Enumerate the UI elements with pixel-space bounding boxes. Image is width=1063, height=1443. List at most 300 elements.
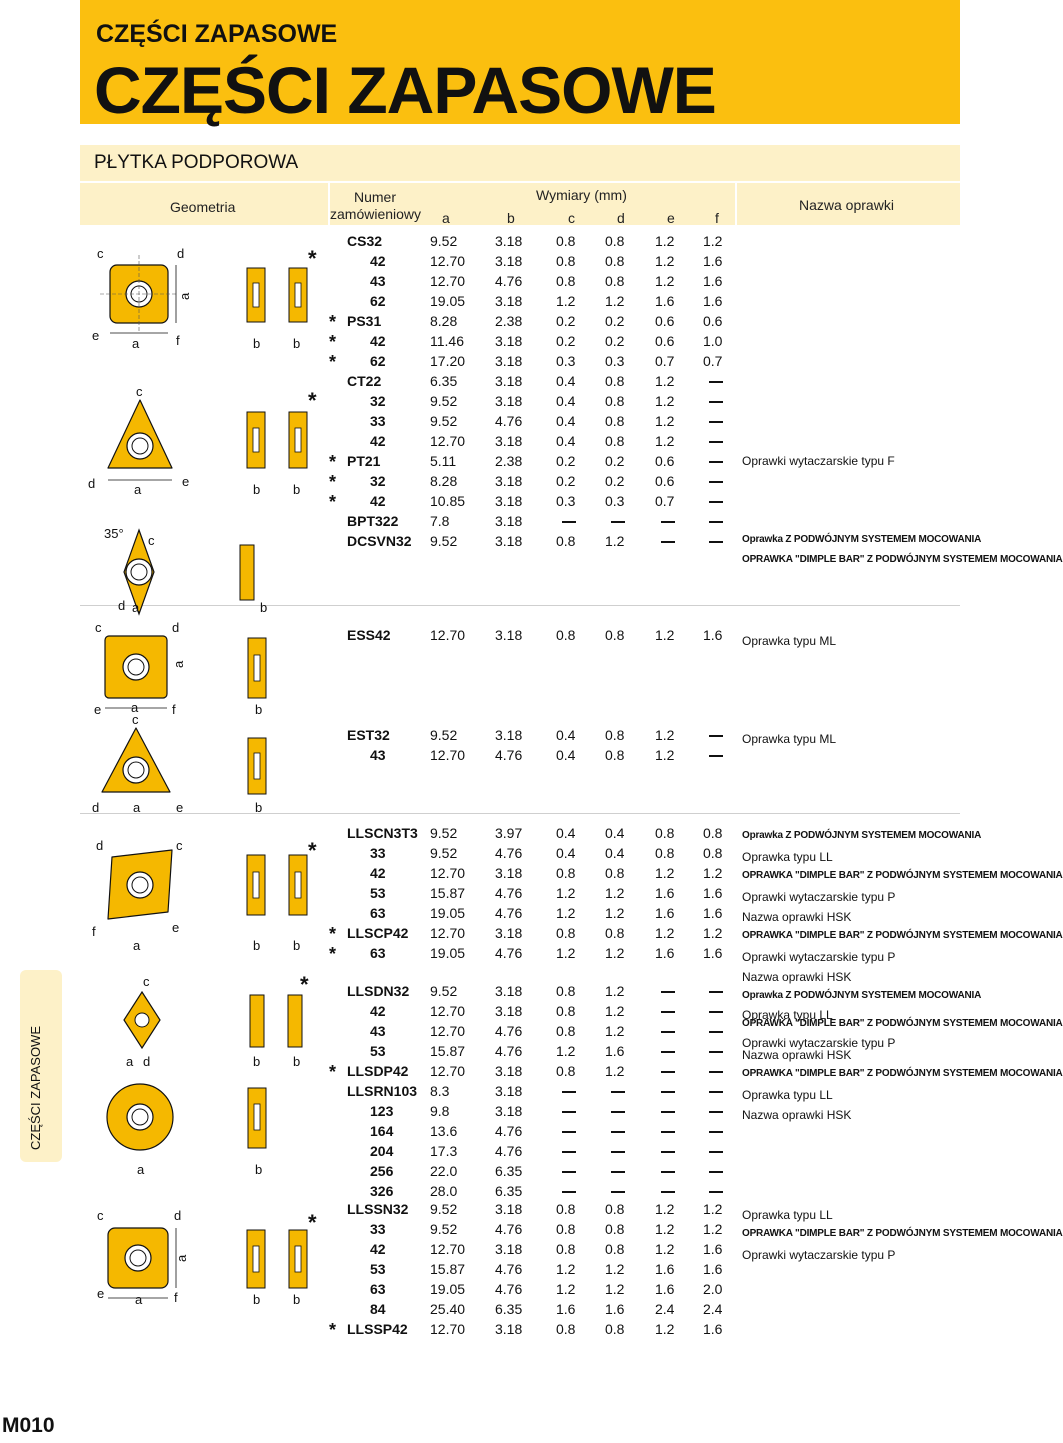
dim-d: 0.8: [605, 1241, 625, 1257]
dim-d: 0.2: [605, 313, 625, 329]
new-item-mark: *: [329, 332, 337, 352]
dimension-label: a: [171, 660, 186, 668]
new-item-mark: *: [308, 246, 317, 271]
dim-a: 9.52: [430, 983, 458, 999]
dim-d: 0.8: [605, 433, 625, 449]
holder-name: Oprawka typu ML: [742, 732, 837, 746]
order-code: 43: [370, 1023, 386, 1039]
holder-name: OPRAWKA "DIMPLE BAR" Z PODWÓJNYM SYSTEMEM MOCOWANIA: [742, 930, 1063, 941]
dim-f: 1.6: [703, 1321, 723, 1337]
holder-header-label: Nazwa oprawki: [799, 197, 894, 213]
dimension-label: d: [172, 620, 180, 635]
dim-col-c: c: [568, 210, 575, 226]
holder-name: Oprawka Z PODWÓJNYM SYSTEMEM MOCOWANIA: [742, 830, 982, 841]
order-code: 63: [370, 945, 386, 961]
order-code: 326: [370, 1183, 394, 1199]
dim-c: 0.8: [556, 865, 576, 881]
dim-f: 1.6: [703, 293, 723, 309]
dim-a: 22.0: [430, 1163, 458, 1179]
dim-f: 0.7: [703, 353, 723, 369]
dim-e: 1.2: [655, 925, 675, 941]
dim-a: 12.70: [430, 1241, 466, 1257]
dim-b: 3.18: [495, 233, 523, 249]
dimension-label: d: [88, 476, 96, 491]
order-code: 33: [370, 413, 386, 429]
dim-e: 1.2: [655, 413, 675, 429]
dim-b: 3.18: [495, 983, 523, 999]
dim-a: 12.70: [430, 627, 466, 643]
new-item-mark: *: [308, 388, 317, 413]
holder-name: Oprawka Z PODWÓJNYM SYSTEMEM MOCOWANIA: [742, 534, 982, 545]
dim-f: 1.6: [703, 945, 723, 961]
dim-b: 3.18: [495, 513, 523, 529]
new-item-mark: *: [329, 492, 337, 512]
dim-b: 3.18: [495, 627, 523, 643]
dim-b: 3.18: [495, 473, 523, 489]
dim-b: 2.38: [495, 453, 523, 469]
dim-a: 9.52: [430, 825, 458, 841]
dim-b: 4.76: [495, 945, 523, 961]
dim-c: 1.2: [556, 1261, 576, 1277]
dim-b: 3.18: [495, 1103, 523, 1119]
dim-d: 0.4: [605, 845, 625, 861]
side-view-icon: [248, 738, 266, 794]
dim-b: 4.76: [495, 1221, 523, 1237]
dim-d: 0.2: [605, 453, 625, 469]
order-code: 53: [370, 885, 386, 901]
dim-f: 1.6: [703, 885, 723, 901]
side-view-icon: [248, 638, 266, 698]
dim-a: 15.87: [430, 1043, 466, 1059]
order-code: 32: [370, 393, 386, 409]
dim-d: 0.8: [605, 1221, 625, 1237]
dim-a: 12.70: [430, 273, 466, 289]
dim-b: 3.18: [495, 925, 523, 941]
dim-a: 12.70: [430, 747, 466, 763]
dimension-label: c: [176, 838, 183, 853]
dim-b: 4.76: [495, 1281, 523, 1297]
order-code: 43: [370, 747, 386, 763]
dim-c: 0.2: [556, 333, 576, 349]
holder-name: Oprawka Z PODWÓJNYM SYSTEMEM MOCOWANIA: [742, 990, 982, 1001]
dimension-label: e: [92, 328, 100, 343]
side-view-icon: [247, 1230, 307, 1288]
dim-c: 0.8: [556, 983, 576, 999]
dimension-label: e: [97, 1286, 105, 1301]
dimension-label: b: [293, 938, 301, 953]
triangle-insert-icon: [102, 728, 170, 792]
dim-e: 1.2: [655, 273, 675, 289]
dimension-label: f: [92, 924, 96, 939]
dimension-label: c: [148, 533, 155, 548]
dimension-label: b: [253, 1054, 261, 1069]
dim-c: 0.4: [556, 413, 576, 429]
dimension-label: d: [174, 1208, 182, 1223]
dim-b: 3.97: [495, 825, 523, 841]
dim-f: 1.0: [703, 333, 723, 349]
dim-d: 1.2: [605, 945, 625, 961]
dim-e: 1.2: [655, 1321, 675, 1337]
dim-f: 1.6: [703, 273, 723, 289]
dimension-label: c: [97, 246, 104, 261]
dim-b: 4.76: [495, 845, 523, 861]
new-item-mark: *: [329, 1320, 337, 1340]
dim-f: 2.4: [703, 1301, 723, 1317]
dim-e: 1.2: [655, 233, 675, 249]
dim-f: 1.6: [703, 627, 723, 643]
dimension-label: a: [137, 1162, 145, 1177]
round-insert-icon: [107, 1084, 173, 1150]
dim-c: 0.4: [556, 727, 576, 743]
holder-name: Oprawka typu LL: [742, 1008, 833, 1022]
order-code: 63: [370, 905, 386, 921]
dim-a: 9.52: [430, 533, 458, 549]
dimension-label: e: [172, 920, 180, 935]
dim-a: 28.0: [430, 1183, 458, 1199]
dim-c: 0.8: [556, 1003, 576, 1019]
dim-a: 19.05: [430, 945, 466, 961]
dim-f: 0.8: [703, 825, 723, 841]
dim-b: 4.76: [495, 747, 523, 763]
dim-c: 1.2: [556, 905, 576, 921]
dim-a: 17.20: [430, 353, 466, 369]
dim-d: 1.2: [605, 533, 625, 549]
dim-c: 0.8: [556, 1023, 576, 1039]
dim-e: 1.6: [655, 293, 675, 309]
order-code: PS31: [347, 313, 382, 329]
dimension-label: b: [253, 336, 261, 351]
dim-b: 3.18: [495, 1321, 523, 1337]
dim-d: 1.6: [605, 1043, 625, 1059]
dim-c: 0.4: [556, 393, 576, 409]
dim-b: 4.76: [495, 1261, 523, 1277]
dim-c: 0.8: [556, 1201, 576, 1217]
dim-c: 0.2: [556, 453, 576, 469]
dim-a: 19.05: [430, 293, 466, 309]
dim-f: 2.0: [703, 1281, 723, 1297]
dimension-label: f: [176, 333, 180, 348]
dim-c: 0.8: [556, 1321, 576, 1337]
dimension-label: a: [131, 700, 139, 715]
dim-b: 3.18: [495, 1201, 523, 1217]
dim-c: 1.2: [556, 945, 576, 961]
order-code: BPT322: [347, 513, 399, 529]
dim-e: 0.7: [655, 353, 675, 369]
holder-name: Nazwa oprawki HSK: [742, 970, 852, 984]
dim-c: 0.4: [556, 373, 576, 389]
square-insert-icon: [108, 1228, 176, 1298]
holder-name: Oprawka typu LL: [742, 1208, 833, 1222]
dim-c: 0.8: [556, 1221, 576, 1237]
order-code: DCSVN32: [347, 533, 412, 549]
side-view-icon: [247, 855, 307, 915]
dim-a: 8.3: [430, 1083, 450, 1099]
dim-col-a: a: [442, 210, 450, 226]
holder-name: Oprawki wytaczarskie typu P: [742, 890, 896, 904]
dim-a: 9.52: [430, 845, 458, 861]
dim-f: 0.6: [703, 313, 723, 329]
dim-a: 12.70: [430, 1321, 466, 1337]
dimension-label: b: [253, 938, 261, 953]
dim-c: 0.8: [556, 273, 576, 289]
dim-a: 9.8: [430, 1103, 450, 1119]
dimension-label: b: [253, 1292, 261, 1307]
holder-name: OPRAWKA "DIMPLE BAR" Z PODWÓJNYM SYSTEMEM MOCOWANIA: [742, 1228, 1063, 1239]
dim-a: 12.70: [430, 1023, 466, 1039]
dim-d: 1.2: [605, 1003, 625, 1019]
dim-e: 1.2: [655, 865, 675, 881]
dimension-label: e: [182, 474, 190, 489]
dimension-label: a: [132, 336, 140, 351]
dim-a: 15.87: [430, 1261, 466, 1277]
dim-d: 0.8: [605, 253, 625, 269]
dim-f: 1.2: [703, 925, 723, 941]
order-no-line1: Numer: [354, 189, 397, 205]
dim-a: 12.70: [430, 433, 466, 449]
dim-d: 0.2: [605, 473, 625, 489]
order-code: 204: [370, 1143, 394, 1159]
dim-d: 0.8: [605, 865, 625, 881]
order-code: EST32: [347, 727, 390, 743]
order-code: 164: [370, 1123, 394, 1139]
dim-e: 1.6: [655, 945, 675, 961]
dim-d: 0.4: [605, 825, 625, 841]
dim-a: 19.05: [430, 1281, 466, 1297]
dim-e: 0.6: [655, 333, 675, 349]
dim-d: 1.2: [605, 1063, 625, 1079]
dim-a: 13.6: [430, 1123, 458, 1139]
dim-b: 3.18: [495, 1241, 523, 1257]
new-item-mark: *: [329, 944, 337, 964]
dim-e: 1.2: [655, 1221, 675, 1237]
dimension-label: d: [92, 800, 100, 815]
dim-b: 3.18: [495, 333, 523, 349]
side-tab: [20, 970, 62, 1162]
order-code: 42: [370, 1003, 386, 1019]
dim-col-f: f: [715, 210, 719, 226]
dim-f: 1.6: [703, 1261, 723, 1277]
dim-d: 0.3: [605, 493, 625, 509]
dim-c: 0.2: [556, 473, 576, 489]
dim-b: 4.76: [495, 273, 523, 289]
dim-b: 4.76: [495, 1143, 523, 1159]
dim-a: 9.52: [430, 1201, 458, 1217]
dim-f: 1.2: [703, 865, 723, 881]
dim-c: 0.4: [556, 747, 576, 763]
holder-name: Oprawka typu LL: [742, 850, 833, 864]
holder-name: Oprawki wytaczarskie typu P: [742, 950, 896, 964]
dim-col-b: b: [507, 210, 515, 226]
dim-d: 1.2: [605, 905, 625, 921]
order-code: 42: [370, 433, 386, 449]
dim-b: 3.18: [495, 1063, 523, 1079]
new-item-mark: *: [329, 1062, 337, 1082]
dimension-label: f: [172, 702, 176, 717]
dimension-label: c: [136, 384, 143, 399]
order-code: CS32: [347, 233, 383, 249]
dimension-label: a: [174, 1254, 189, 1262]
holder-name: OPRAWKA "DIMPLE BAR" Z PODWÓJNYM SYSTEMEM MOCOWANIA: [742, 554, 1063, 565]
side-view-icon: [247, 412, 307, 468]
dim-a: 10.85: [430, 493, 466, 509]
dim-e: 0.8: [655, 825, 675, 841]
side-view-icon: [250, 995, 302, 1047]
dimension-label: a: [132, 600, 140, 615]
new-item-mark: *: [300, 972, 309, 997]
dim-b: 3.18: [495, 433, 523, 449]
dim-d: 0.8: [605, 233, 625, 249]
holder-name: OPRAWKA "DIMPLE BAR" Z PODWÓJNYM SYSTEMEM MOCOWANIA: [742, 1068, 1063, 1079]
dim-e: 1.2: [655, 433, 675, 449]
dim-e: 1.2: [655, 1241, 675, 1257]
dim-d: 0.8: [605, 925, 625, 941]
new-item-mark: *: [308, 1210, 317, 1235]
dim-c: 0.8: [556, 627, 576, 643]
dim-f: 1.6: [703, 905, 723, 921]
order-code: 43: [370, 273, 386, 289]
triangle-insert-icon: [108, 400, 172, 480]
dim-c: 0.4: [556, 433, 576, 449]
order-code: 84: [370, 1301, 386, 1317]
dim-a: 8.28: [430, 473, 458, 489]
order-code: 32: [370, 473, 386, 489]
holder-name: Nazwa oprawki HSK: [742, 910, 852, 924]
dim-d: 0.8: [605, 1201, 625, 1217]
dimension-label: d: [118, 598, 126, 613]
dim-b: 3.18: [495, 293, 523, 309]
dim-d: 0.3: [605, 353, 625, 369]
holder-name: OPRAWKA "DIMPLE BAR" Z PODWÓJNYM SYSTEMEM MOCOWANIA: [742, 1018, 1063, 1029]
side-view-icon: [248, 1088, 266, 1148]
holder-name: Nazwa oprawki HSK: [742, 1048, 852, 1062]
dim-b: 4.76: [495, 1023, 523, 1039]
order-code: 256: [370, 1163, 394, 1179]
dim-a: 9.52: [430, 233, 458, 249]
dimension-label: a: [177, 292, 192, 300]
header-small-title: CZĘŚCI ZAPASOWE: [96, 20, 338, 48]
dims-title: Wymiary (mm): [536, 187, 627, 203]
dimension-label: c: [97, 1208, 104, 1223]
dim-a: 25.40: [430, 1301, 466, 1317]
dim-b: 3.18: [495, 353, 523, 369]
dim-e: 1.2: [655, 393, 675, 409]
dim-c: 0.3: [556, 353, 576, 369]
dim-e: 0.6: [655, 473, 675, 489]
dimension-label: a: [135, 1292, 143, 1307]
dim-d: 1.2: [605, 1281, 625, 1297]
dimension-label: e: [176, 800, 184, 815]
dim-b: 4.76: [495, 413, 523, 429]
order-code: 62: [370, 353, 386, 369]
dim-c: 1.2: [556, 1281, 576, 1297]
dim-e: 0.6: [655, 453, 675, 469]
dimension-label: b: [293, 482, 301, 497]
order-code: 62: [370, 293, 386, 309]
side-view-icon: [247, 268, 307, 322]
dim-f: 1.6: [703, 253, 723, 269]
holder-name: Oprawki wytaczarskie typu P: [742, 1248, 896, 1262]
dim-e: 1.2: [655, 1201, 675, 1217]
dim-d: 0.8: [605, 727, 625, 743]
section-title: PŁYTKA PODPOROWA: [94, 152, 299, 173]
dimension-label: a: [133, 938, 141, 953]
dim-d: 1.2: [605, 885, 625, 901]
order-code: 42: [370, 253, 386, 269]
dim-e: 2.4: [655, 1301, 675, 1317]
order-code: LLSSN32: [347, 1201, 409, 1217]
dimension-label: b: [293, 1292, 301, 1307]
dim-b: 4.76: [495, 1043, 523, 1059]
dim-a: 6.35: [430, 373, 458, 389]
dim-f: 1.2: [703, 1221, 723, 1237]
dim-c: 0.2: [556, 313, 576, 329]
order-code: LLSDN32: [347, 983, 410, 999]
dim-c: 0.8: [556, 533, 576, 549]
dim-d: 0.8: [605, 747, 625, 763]
dim-d: 0.8: [605, 393, 625, 409]
dim-f: 1.2: [703, 233, 723, 249]
dim-d: 0.8: [605, 273, 625, 289]
square-insert-icon: [105, 636, 167, 708]
holder-name: Oprawka typu LL: [742, 1088, 833, 1102]
holder-name: OPRAWKA "DIMPLE BAR" Z PODWÓJNYM SYSTEMEM MOCOWANIA: [742, 870, 1063, 881]
dim-e: 1.2: [655, 253, 675, 269]
dim-f: 1.2: [703, 1201, 723, 1217]
dim-d: 1.2: [605, 1261, 625, 1277]
dim-c: 1.6: [556, 1301, 576, 1317]
dim-b: 3.18: [495, 373, 523, 389]
side-view-icon: [240, 545, 254, 600]
dim-a: 19.05: [430, 905, 466, 921]
dimension-label: a: [134, 482, 142, 497]
dimension-label: b: [255, 800, 263, 815]
dim-b: 3.18: [495, 1083, 523, 1099]
dim-c: 1.2: [556, 293, 576, 309]
order-code: 63: [370, 1281, 386, 1297]
dim-a: 11.46: [430, 333, 464, 349]
new-item-mark: *: [329, 352, 337, 372]
dim-b: 3.18: [495, 533, 523, 549]
dim-e: 0.8: [655, 845, 675, 861]
dim-b: 3.18: [495, 253, 523, 269]
page-number: M010: [2, 1414, 55, 1437]
order-code: CT22: [347, 373, 382, 389]
dimension-label: e: [94, 702, 102, 717]
dim-e: 1.2: [655, 747, 675, 763]
order-code: LLSCN3T3: [347, 825, 418, 841]
order-code: LLSCP42: [347, 925, 409, 941]
dim-b: 3.18: [495, 393, 523, 409]
order-code: 33: [370, 845, 386, 861]
dim-b: 4.76: [495, 885, 523, 901]
dim-col-e: e: [667, 210, 675, 226]
new-item-mark: *: [329, 312, 337, 332]
dimension-label: a: [126, 1054, 134, 1069]
dim-e: 0.6: [655, 313, 675, 329]
dim-d: 0.8: [605, 413, 625, 429]
dim-a: 12.70: [430, 1003, 466, 1019]
new-item-mark: *: [329, 452, 337, 472]
new-item-mark: *: [308, 838, 317, 863]
dim-f: 0.8: [703, 845, 723, 861]
dimension-label: b: [293, 1054, 301, 1069]
dim-b: 3.18: [495, 493, 523, 509]
holder-name: Nazwa oprawki HSK: [742, 1108, 852, 1122]
dim-a: 9.52: [430, 1221, 458, 1237]
dimension-label: c: [143, 974, 150, 989]
dim-d: 1.2: [605, 293, 625, 309]
dim-e: 0.7: [655, 493, 675, 509]
